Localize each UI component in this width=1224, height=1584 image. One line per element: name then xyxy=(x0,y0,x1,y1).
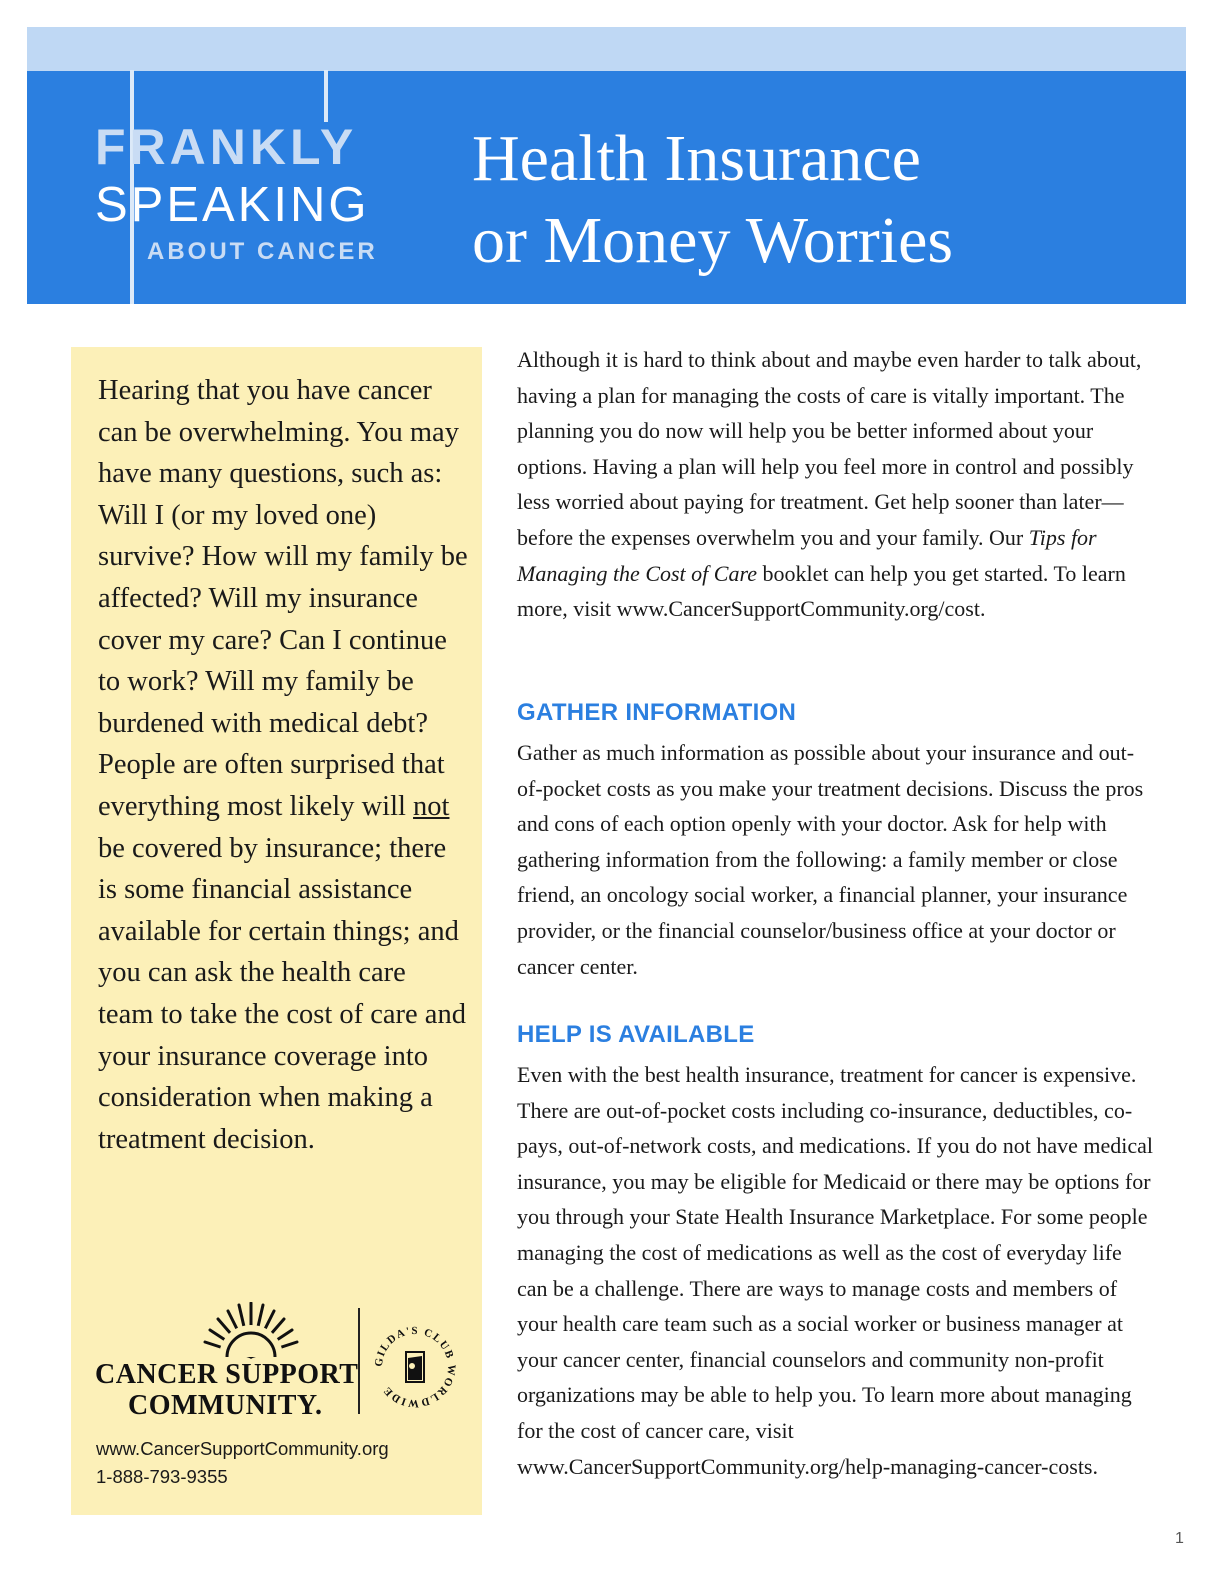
sidebar-intro-part-a: Hearing that you have cancer can be overwhelming. You may have many questions, such as: Will I (or my loved one) survive? How will my family be affected? Will my insurance cover my care? Can I continue to work? Will my family be burdened with medical debt? People are often surprised that everything most likely will xyxy=(98,375,468,822)
brand-speaking: SPEAKING xyxy=(95,178,370,232)
intro-paragraph xyxy=(517,342,1157,627)
help-available-heading: HELP IS AVAILABLE xyxy=(517,1021,755,1048)
website-link[interactable]: www.CancerSupportCommunity.org xyxy=(96,1438,389,1459)
phone-number: 1-888-793-9355 xyxy=(96,1466,228,1487)
logo-divider xyxy=(358,1308,360,1414)
frankly-speaking-logo xyxy=(95,118,395,308)
title-line-2: or Money Worries xyxy=(472,204,954,277)
top-strip xyxy=(27,27,1186,72)
brand-frankly: FRANKLY xyxy=(95,119,358,175)
booklet-title: Tips for Managing the Cost of Care xyxy=(517,524,1097,586)
logo-text-line-2: COMMUNITY. xyxy=(128,1390,323,1421)
page-number: 1 xyxy=(1175,1530,1184,1547)
cancer-support-community-logo xyxy=(95,1302,465,1422)
title-line-1: Health Insurance xyxy=(472,122,921,195)
intro-part-a: Although it is hard to think about and maybe even harder to talk about, having a plan for managing the costs of care is vitally important. The planning you do now will help you be better informed about your options. Having a plan will help you feel more in control and possibly less worried about paying for treatment. Get help sooner than later—before the expenses overwhelm you and your family. Our xyxy=(517,347,1142,550)
sidebar-intro xyxy=(98,370,468,1160)
brand-about-cancer: ABOUT CANCER xyxy=(147,238,378,265)
gather-information-body: Gather as much information as possible about your insurance and out-of-pocket costs as you make your treatment decisions. Discuss the pros and cons of each option openly with your doctor. Ask for help with gathering information from the following: a family member or close friend, an oncology social worker, a financial planner, your insurance provider, or the financial counselor/business office at your doctor or cancer center. xyxy=(517,740,1144,979)
sidebar-intro-emphasis: not xyxy=(413,790,450,822)
contact-info xyxy=(96,1435,389,1491)
intro-part-b: booklet can help you get started. To learn more, visit www.CancerSupportCommunity.org/cost. xyxy=(517,560,1126,622)
help-available-body: Even with the best health insurance, treatment for cancer is expensive. There are out-of-pocket costs including co-insurance, deductibles, co-pays, out-of-network costs, and medications. If you do not have medical insurance, you may be eligible for Medicaid or there may be options for you through your State Health Insurance Marketplace. For some people managing the cost of medications as well as the cost of everyday life can be a challenge. There are ways to manage costs and members of your health care team such as a social worker or business manager at your cancer center, financial counselors and community non-profit organizations may be able to help you. To learn more about managing for the cost of cancer care, visit www.CancerSupportCommunity.org/help-managing-cancer-costs. xyxy=(517,1062,1154,1479)
seal-text: GILDA'S CLUB WORLDWIDE xyxy=(372,1324,458,1410)
sidebar-callout xyxy=(71,347,482,1515)
page-title xyxy=(472,118,953,282)
logo-text-line-1: CANCER SUPPORT xyxy=(95,1359,359,1390)
gildas-club-seal-icon xyxy=(370,1322,460,1412)
sidebar-intro-part-b: be covered by insurance; there is some financial assistance available for certain things; and you can ask the health care team to take the cost of care and your insurance coverage into consideration when making a treatment decision. xyxy=(98,832,466,1155)
sunburst-icon xyxy=(191,1302,311,1362)
brand-vertical-line-top xyxy=(324,70,328,122)
gather-information-heading: GATHER INFORMATION xyxy=(517,699,797,726)
